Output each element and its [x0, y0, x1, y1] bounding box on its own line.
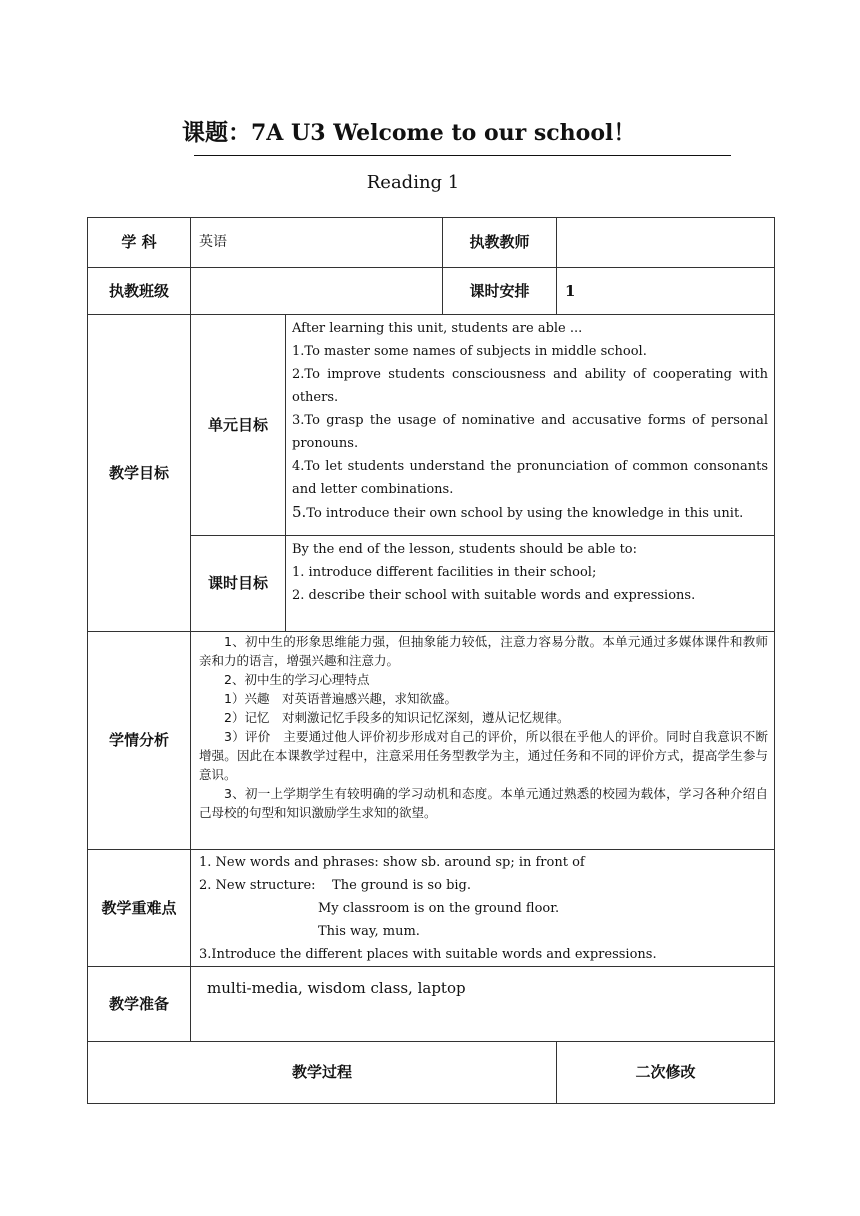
row-preparation [88, 967, 775, 1042]
row-class [88, 268, 775, 315]
lesson-objectives-label: 课时目标 [191, 536, 286, 632]
analysis-label: 学情分析 [88, 632, 191, 850]
title-underline [194, 155, 731, 156]
unit-objective-line: 3.To grasp the usage of nominative and accusative forms of personal pronouns. [292, 413, 768, 451]
row-analysis [88, 632, 775, 850]
analysis-paragraph: 3）评价 主要通过他人评价初步形成对自己的评价，所以很在乎他人的评价。同时自我意识不断增强。因此在本课教学过程中，注意采用任务型教学为主，通过任务和不同的评价方式，提高学生参与意识。 [199, 729, 768, 782]
lesson-title [182, 114, 635, 147]
teacher-value [557, 218, 775, 268]
unit-objective-line: 1.To master some names of subjects in middle school. [292, 344, 647, 359]
analysis-paragraph: 1）兴趣 对英语普遍感兴趣，求知欲盛。 [224, 691, 457, 706]
unit-objective-number: 5. [292, 503, 307, 521]
unit-objective-line [292, 501, 768, 525]
class-value [191, 268, 443, 315]
subject-label: 学 科 [88, 218, 191, 268]
class-label: 执教班级 [88, 268, 191, 315]
unit-objectives-content [286, 315, 775, 536]
unit-objectives-label: 单元目标 [191, 315, 286, 536]
unit-objective-line: 2.To improve students consciousness and ability of cooperating with others. [292, 367, 768, 405]
unit-objective-line: 4.To let students understand the pronunciation of common consonants and letter combinations. [292, 459, 768, 497]
title-main: 7A U3 Welcome to our school！ [251, 120, 636, 146]
subject-value: 英语 [191, 218, 443, 268]
row-subject [88, 218, 775, 268]
row-key-points [88, 850, 775, 967]
analysis-content [191, 632, 775, 850]
title-prefix: 课题： [182, 120, 251, 146]
key-point-line: 1. New words and phrases: show sb. around sp; in front of [199, 855, 585, 870]
lesson-plan-table [87, 217, 775, 1104]
key-point-line: 3.Introduce the different places with suitable words and expressions. [199, 947, 657, 962]
lesson-objective-line: By the end of the lesson, students should be able to: [292, 542, 637, 557]
key-point-line: My classroom is on the ground floor. [318, 901, 560, 916]
lesson-objective-line: 1. introduce different facilities in their school; [292, 565, 597, 580]
analysis-paragraph: 2）记忆 对刺激记忆手段多的知识记忆深刻，遵从记忆规律。 [224, 710, 570, 725]
key-point-line: 2. New structure: The ground is so big. [199, 878, 471, 893]
key-points-label: 教学重难点 [88, 850, 191, 967]
preparation-label: 教学准备 [88, 967, 191, 1042]
row-unit-objectives [88, 315, 775, 536]
analysis-paragraph: 2、初中生的学习心理特点 [224, 672, 370, 687]
analysis-paragraph: 3、初一上学期学生有较明确的学习动机和态度。本单元通过熟悉的校园为载体，学习各种介绍自己母校的句型和知识激励学生求知的欲望。 [199, 786, 768, 820]
process-label: 教学过程 [88, 1042, 557, 1104]
revision-label: 二次修改 [557, 1042, 775, 1104]
lesson-objective-line: 2. describe their school with suitable words and expressions. [292, 588, 696, 603]
preparation-value: multi-media, wisdom class, laptop [191, 967, 775, 1042]
lesson-objectives-content [286, 536, 775, 632]
unit-objective-text: To introduce their own school by using the knowledge in this unit. [306, 506, 744, 521]
unit-objective-line: After learning this unit, students are able ... [292, 321, 583, 336]
analysis-paragraph: 1、初中生的形象思维能力强，但抽象能力较低，注意力容易分散。本单元通过多媒体课件和教师亲和力的语言，增强兴趣和注意力。 [199, 634, 768, 668]
row-lesson-objectives [88, 536, 775, 632]
objectives-label: 教学目标 [88, 315, 191, 632]
key-point-line: This way, mum. [318, 924, 420, 939]
lesson-subtitle: Reading 1 [366, 172, 460, 193]
key-points-content [191, 850, 775, 967]
row-process [88, 1042, 775, 1104]
period-value: 1 [557, 268, 775, 315]
teacher-label: 执教教师 [443, 218, 557, 268]
period-label: 课时安排 [443, 268, 557, 315]
